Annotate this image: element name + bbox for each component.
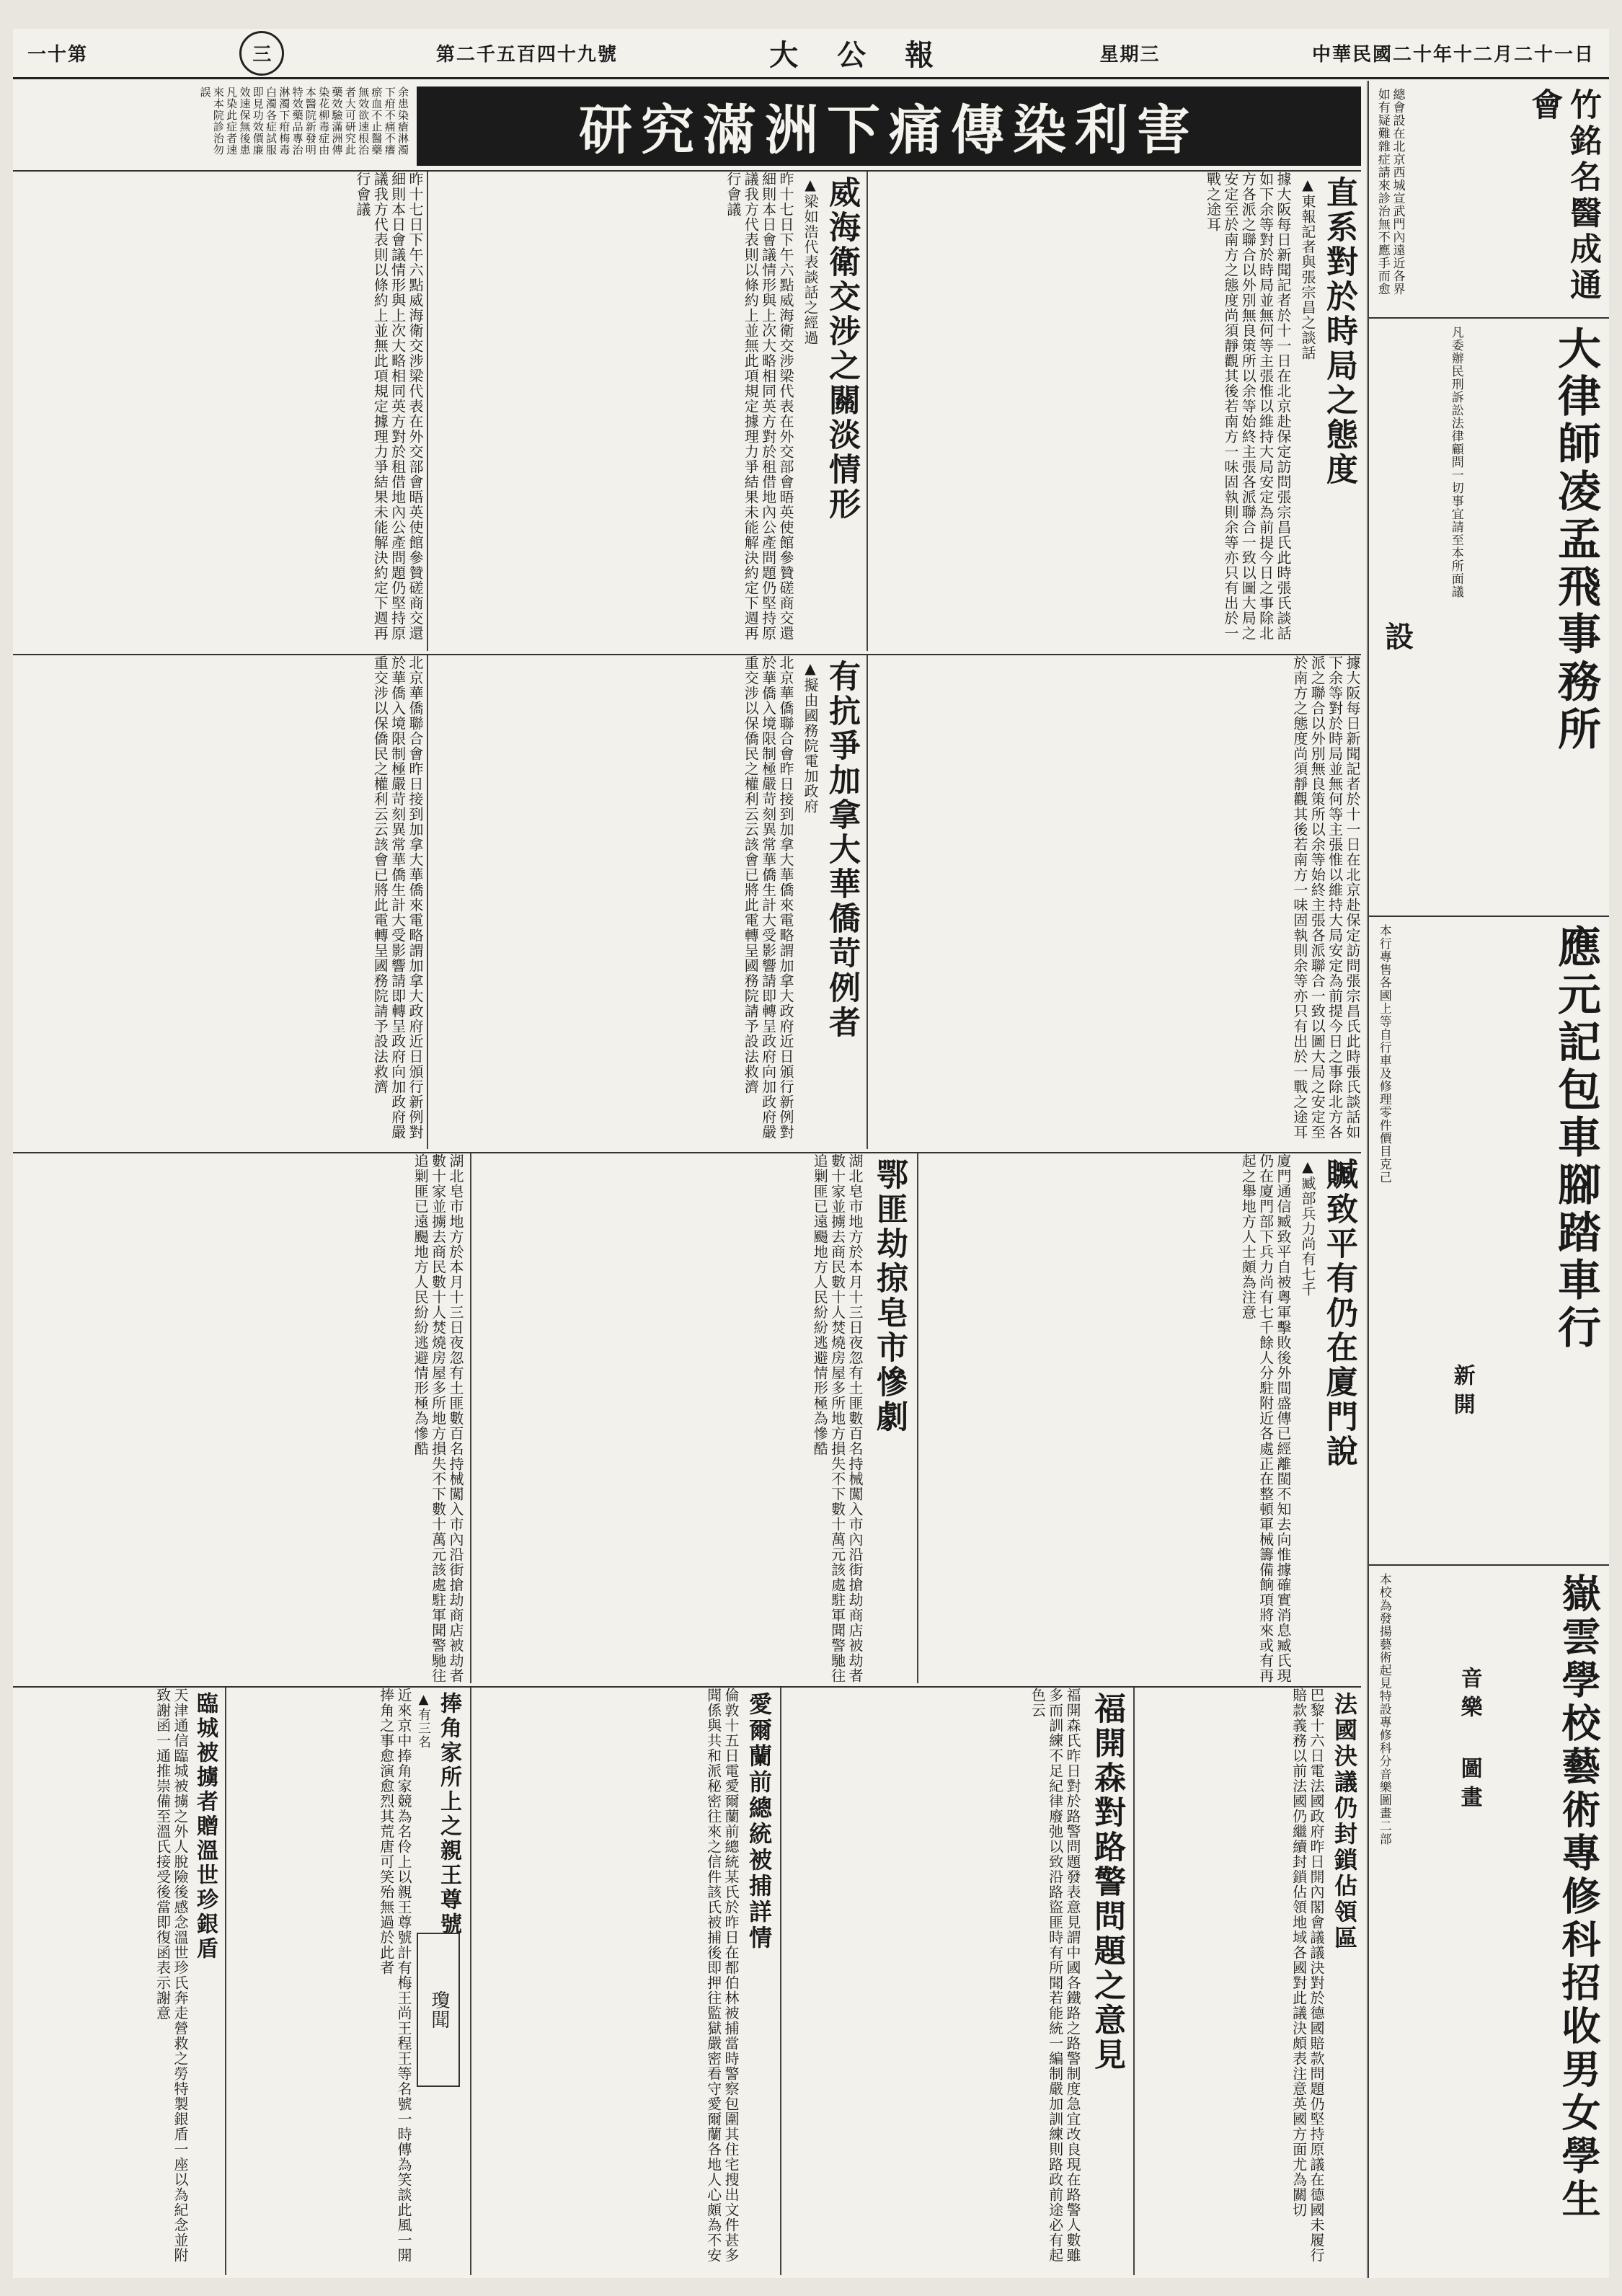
news-area bbox=[13, 81, 1361, 2278]
paper-name: 大 公 報 bbox=[769, 38, 949, 72]
article-body: 昨十七日下午六點威海衛交涉梁代表在外交部會晤英使館參贊磋商交還細則本日會議情形與上次大略相同英方對於租借地內公產問題仍堅持原議我方代表則以條約上並無此項規定據理力爭結果未能解決約定下週再行會議 bbox=[724, 172, 794, 641]
column-rule bbox=[867, 655, 868, 1149]
banner-headline: 研究滿洲下痛傳染利害 bbox=[579, 99, 1199, 161]
article-headline: 直系對於時局之態度 bbox=[1321, 176, 1357, 487]
article-headline: 愛爾蘭前總統被捕詳情 bbox=[745, 1692, 773, 1951]
page-seal: 三 bbox=[239, 31, 284, 76]
column-rule bbox=[1133, 1688, 1135, 2275]
article-headline: 捧角家所上之親王尊號 bbox=[436, 1692, 461, 1937]
article-3 bbox=[431, 655, 864, 1149]
column-rule bbox=[470, 1688, 471, 2275]
news-tier-1 bbox=[13, 170, 1361, 651]
article-body: 廈門通信臧致平自被粵軍擊敗後外間盛傳已經離閩不知去向惟據確實消息臧氏現仍在廈門部下兵力尚有七千餘人分駐附近各處正在整頓軍械籌備餉項將來或有再起之舉地方人士頗為注意 bbox=[1239, 1153, 1292, 1683]
lead-text: 余患染瘡淋濁下疳不痛不癢瘀血不止醫藥無效欲速根治者大可研究此藥效驗滿洲傳染花柳毒症由本醫院新發明特效藥品專治淋濁下疳梅毒白濁各症試服即見功效價廉效速保無後患凡染此症者速來本院診治勿誤 bbox=[198, 87, 409, 156]
advert-2 bbox=[1369, 319, 1609, 917]
issue-number: 第二千五百四十九號 bbox=[435, 44, 618, 66]
article-headline: 法國決議仍封鎖佔領區 bbox=[1331, 1692, 1358, 1951]
article-4 bbox=[474, 1153, 911, 1683]
article-body: 湖北皂市地方於本月十三日夜忽有土匪數百名持械闖入市內沿街搶劫商店被劫者數十家並擄去商民數十人焚燒房屋多所地方損失不下數十萬元該處駐軍聞警馳往追剿匪已遠颺地方人民紛紛逃避情形極為慘酷 bbox=[412, 1153, 464, 1683]
article-3-cont bbox=[13, 655, 424, 1149]
advert-column bbox=[1367, 81, 1609, 2278]
article-2-cont bbox=[13, 172, 424, 651]
article-4-cont bbox=[13, 1153, 464, 1683]
article-headline: 鄂匪劫掠皂市慘劇 bbox=[871, 1158, 908, 1435]
article-body: 據大阪每日新聞記者於十一日在北京赴保定訪問張宗昌氏此時張氏談話如下余等對於時局並無何等主張惟以維持大局安定為前提今日之事除北方各派之聯合以外別無良策所以余等始終主張各派聯合一致以圖大局之安定至於南方之態度尚須靜觀其後若南方一味固執則余等亦只有出於一戰之途耳 bbox=[1290, 655, 1361, 1140]
advert-small-text: 凡委辦民刑訴訟法律顧問一切事宜請至本所面議 bbox=[1448, 326, 1463, 598]
article-headline: 贓致平有仍在廈門說 bbox=[1321, 1158, 1357, 1469]
column-rule bbox=[470, 1153, 471, 1683]
newspaper-page bbox=[13, 29, 1609, 2278]
masthead bbox=[13, 29, 1609, 79]
article-body: 北京華僑聯合會昨日接到加拿大華僑來電略謂加拿大政府近日頒行新例對於華僑入境限制極嚴苛刻異常華僑生計大受影響請即轉呈政府向加政府嚴重交涉以保僑民之權利云云該會已將此電轉呈國務院請予設法救濟 bbox=[371, 655, 424, 1140]
page-label: 一十第 bbox=[27, 44, 89, 66]
advert-3 bbox=[1369, 917, 1609, 1566]
article-sub: ▲擬由國務院電加政府 bbox=[802, 660, 819, 814]
headline-banner bbox=[417, 87, 1361, 166]
weekday: 星期三 bbox=[1099, 44, 1161, 66]
advert-title: 大律師凌孟飛事務所 bbox=[1551, 326, 1601, 754]
advert-title: 應元記包車腳踏車行 bbox=[1551, 924, 1601, 1352]
article-6 bbox=[784, 1688, 1129, 2275]
advert-title: 竹銘名醫成通會 bbox=[1525, 88, 1601, 304]
column-rule bbox=[867, 172, 868, 651]
advert-1 bbox=[1369, 81, 1609, 319]
article-2 bbox=[431, 172, 864, 651]
article-5 bbox=[921, 1153, 1361, 1683]
article-body: 據大阪每日新聞記者於十一日在北京赴保定訪問張宗昌氏此時張氏談話如下余等對於時局並無何等主張惟以維持大局安定為前提今日之事除北方各派之聯合以外別無良策所以余等始終主張各派聯合一致以圖大局之安定至於南方之態度尚須靜觀其後若南方一味固執則余等亦只有出於一戰之途耳 bbox=[1204, 172, 1292, 641]
article-body: 倫敦十五日電愛爾蘭前總統某氏於昨日在都伯林被捕當時警察包圍其住宅搜出文件甚多聞係與共和派秘密往來之信件該氏被捕後即押往監獄嚴密看守愛爾蘭各地人心頗為不安 bbox=[704, 1688, 740, 2263]
news-tier-2 bbox=[13, 654, 1361, 1149]
column-rule bbox=[780, 1688, 781, 2275]
news-tier-4 bbox=[13, 1686, 1361, 2275]
advert-sub: 音樂 圖畫 bbox=[1456, 1667, 1482, 1814]
issue-date: 中華民國二十年十二月二十一日 bbox=[1311, 44, 1595, 66]
article-body: 福開森氏昨日對於路警問題發表意見謂中國各鐵路之路警制度急宜改良現在路警人數雖多而訓練不足紀律廢弛以致沿路盜匪時有所聞若能統一編制嚴加訓練則路政前途必有起色云 bbox=[1029, 1688, 1081, 2263]
column-rule bbox=[917, 1153, 918, 1683]
article-10 bbox=[13, 1688, 221, 2275]
advert-small-text: 本行專售各國上等自行車及修理零件價目克己 bbox=[1376, 924, 1391, 1184]
article-headline: 福開森對路警問題之意見 bbox=[1089, 1692, 1125, 2073]
article-body: 近來京中捧角家競為名伶上以親王尊號計有梅王尚王程王等名號一時傳為笑談此風一開捧角之事愈演愈烈其荒唐可笑殆無過於此者 bbox=[377, 1688, 412, 2263]
article-body: 昨十七日下午六點威海衛交涉梁代表在外交部會晤英使館參贊磋商交還細則本日會議情形與上次大略相同英方對於租借地內公產問題仍堅持原議我方代表則以條約上並無此項規定據理力爭結果未能解決約定下週再行會議 bbox=[353, 172, 424, 641]
article-7 bbox=[1138, 1688, 1361, 2275]
news-tier-3 bbox=[13, 1152, 1361, 1683]
article-sub: ▲臧部兵力尚有七千 bbox=[1299, 1158, 1316, 1297]
article-headline: 威海衛交涉之關淡情形 bbox=[823, 176, 860, 522]
advert-title: 嶽雲學校藝術專修科招收男女學生 bbox=[1556, 1573, 1602, 2222]
advert-sub: 新開 bbox=[1449, 1364, 1475, 1422]
advert-small-text: 總會設在北京西城宣武門內遠近各界如有疑難雜症請來診治無不應手而愈 bbox=[1375, 88, 1405, 296]
article-1 bbox=[871, 172, 1361, 651]
column-rule bbox=[427, 655, 428, 1149]
article-8 bbox=[474, 1688, 776, 2275]
column-rule bbox=[225, 1688, 226, 2275]
article-2-cont-b bbox=[871, 655, 1361, 1149]
column-rule bbox=[427, 172, 428, 651]
advert-small-text: 本校為發揚藝術起見特設專修科分音樂圖畫二部 bbox=[1376, 1573, 1391, 1845]
advert-sub: 設 bbox=[1380, 621, 1414, 657]
article-body: 湖北皂市地方於本月十三日夜忽有土匪數百名持械闖入市內沿街搶劫商店被劫者數十家並擄去商民數十人焚燒房屋多所地方損失不下數十萬元該處駐軍聞警馳往追剿匪已遠颺地方人民紛紛逃避情形極為慘酷 bbox=[811, 1153, 864, 1683]
article-body: 巴黎十六日電法國政府昨日開內閣會議議決對於德國賠款問題仍堅持原議在德國未履行賠款義務以前法國仍繼續封鎖佔領地域各國對此議決頗表注意英國方面尤為關切 bbox=[1290, 1688, 1325, 2263]
article-headline: 臨城被擄者贈溫世珍銀盾 bbox=[192, 1692, 218, 1962]
small-boxed-label: 瓊聞 bbox=[417, 1933, 460, 2087]
article-body: 北京華僑聯合會昨日接到加拿大華僑來電略謂加拿大政府近日頒行新例對於華僑入境限制極嚴苛刻異常華僑生計大受影響請即轉呈政府向加政府嚴重交涉以保僑民之權利云云該會已將此電轉呈國務院請予設法救濟 bbox=[742, 655, 794, 1140]
article-sub: ▲東報記者與張宗昌之談話 bbox=[1299, 176, 1316, 360]
article-headline: 有抗爭加拿大華僑苛例者 bbox=[823, 660, 860, 1040]
article-sub: ▲梁如浩代表談話之經過 bbox=[802, 176, 819, 345]
advert-4 bbox=[1369, 1566, 1609, 2278]
article-sub: ▲有三名 bbox=[416, 1692, 431, 1749]
article-body: 天津通信臨城被擄之外人脫險後感念溫世珍氏奔走營救之勞特製銀盾一座以為紀念並附致謝函一通推崇備至溫氏接受後當即復函表示謝意 bbox=[154, 1688, 189, 2263]
